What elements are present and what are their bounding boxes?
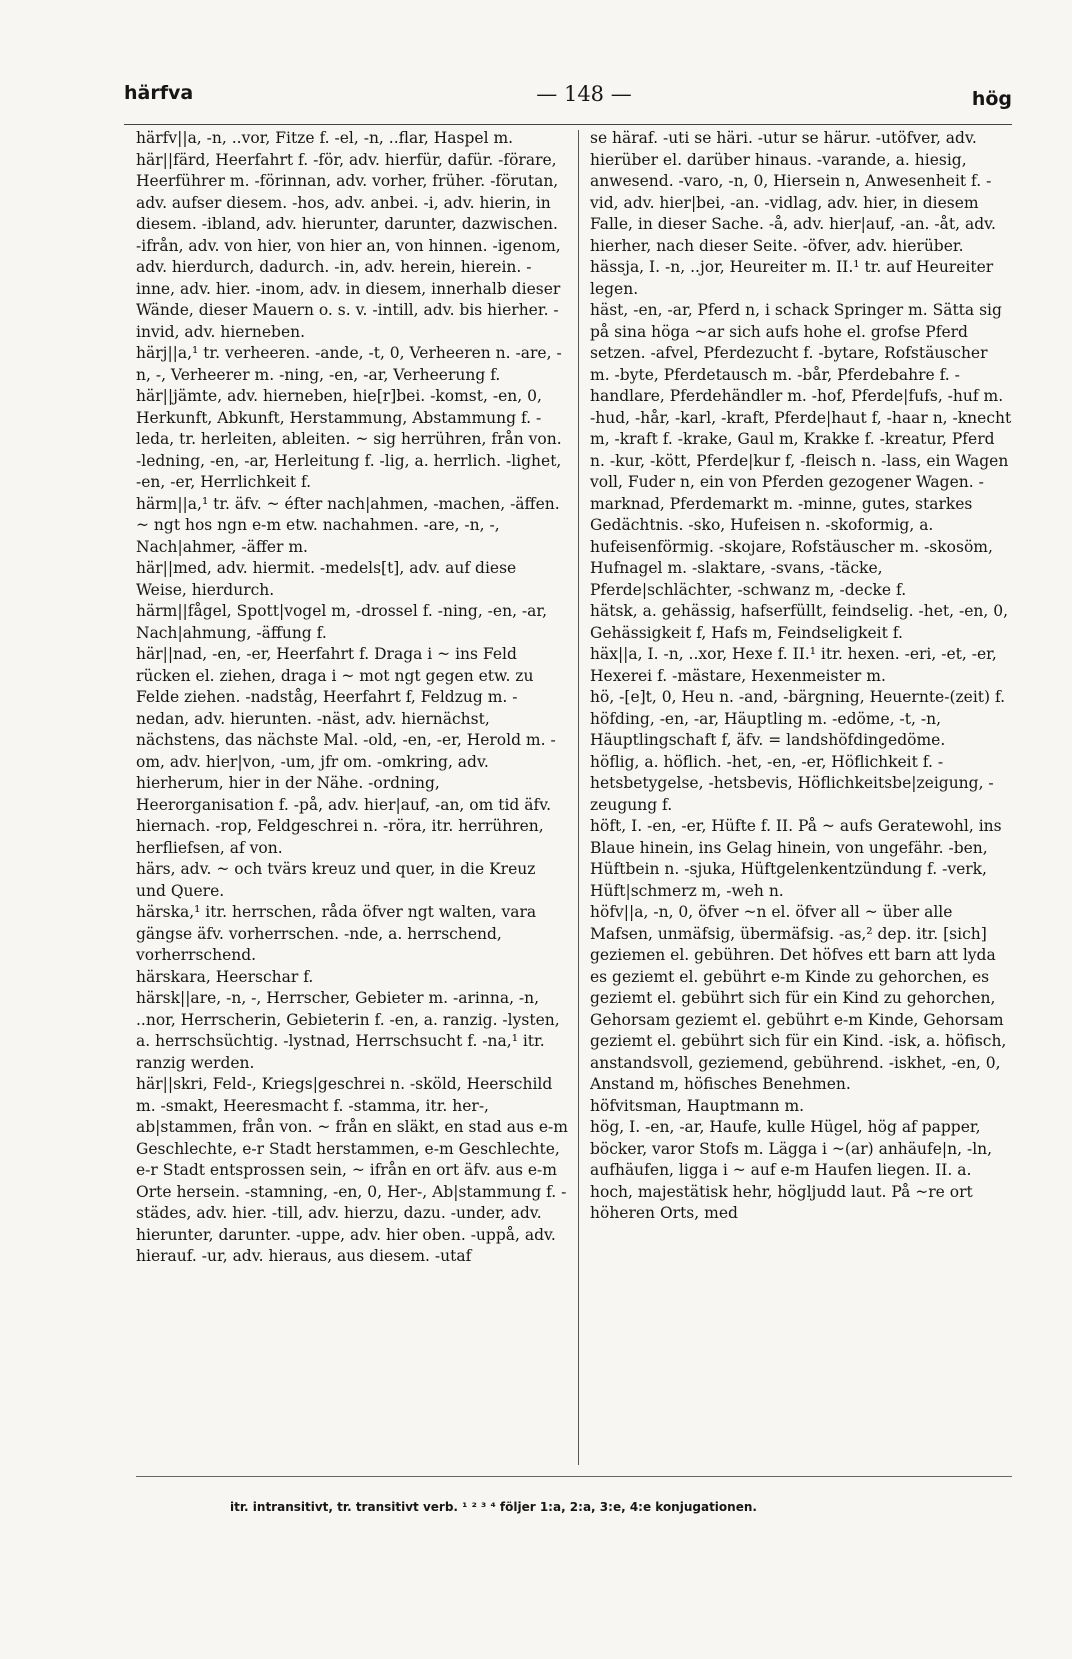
column-divider — [578, 130, 579, 1465]
entry-hoflig: höflig, a. höflich. -het, -en, -er, Höflichkeit f. -hetsbetygelse, -hetsbevis, Höflichkeitsbe|zeigung, -zeugung f. — [590, 752, 994, 814]
right-column — [590, 128, 1012, 1466]
entry-continuation: se häraf. -uti se häri. -utur se härur. -utöfver, adv. hierüber el. darüber hinaus. -varande, a. hiesig, anwesend. -varo, -n, 0, Hiersein n, Anwesenheit f. -vid, adv. hier|bei, -an. -vidlag, adv. hier, in diesem Falle, in dieser Sache. -å, adv. hier|auf, -an. -åt, adv. hierher, nach dieser Seite. -öfver, adv. hierüber. — [590, 129, 996, 255]
header-right-guideword: hög — [971, 88, 1012, 110]
entry-hofding: höfding, -en, -ar, Häuptling m. -edöme, -t, -n, Häuptlingschaft f, äfv. = landshöfdingedöme. — [590, 709, 946, 749]
entry-ho: hö, -[e]t, 0, Heu n. -and, -bärgning, Heuernte-(zeit) f. — [590, 688, 1006, 706]
entry-haxa: häx||a, I. -n, ..xor, Hexe f. II.¹ itr. hexen. -eri, -et, -er, Hexerei f. -mästare, Hexenmeister m. — [590, 645, 997, 685]
footer-rule — [136, 1476, 1012, 1477]
page-number: — 148 — — [536, 82, 632, 106]
entry-hofvitsman: höfvitsman, Hauptmann m. — [590, 1096, 805, 1115]
entry-harja: härj||a,¹ tr. verheeren. -ande, -t, 0, Verheeren n. -are, -n, -, Verheerer m. -ning, -en, -ar, Verheerung f. — [136, 344, 562, 384]
entry-harsk-are: härsk||are, -n, -, Herrscher, Gebieter m. -arinna, -n, ..nor, Herrscherin, Gebieterin f. -en, a. ranzig. -lysten, a. herrschsüchtig. -lystnad, Herrschsucht f. -na,¹ itr. ranzig werden. — [136, 989, 560, 1072]
entry-harska: härska,¹ itr. herrschen, råda öfver ngt walten, vara gängse äfv. vorherrschen. -nde, a. herrschend, vorherrschend. — [136, 903, 537, 964]
entry-hast: häst, -en, -ar, Pferd n, i schack Springer m. Sätta sig på sina höga ~ar sich aufs hohe el. grofse Pferd setzen. -afvel, Pferdezucht f. -bytare, Rofstäuscher m. -byte, Pferdetausch m. -bår, Pferdebahre f. -handlare, Pferdehändler m. -hof, Pferde|fufs, -huf m. -hud, -hår, -karl, -kraft, Pferde|haut f, -haar n, -knecht m, -kraft f. -krake, Gaul m, Krakke f. -kreatur, Pferd n. -kur, -kött, Pferde|kur f, -fleisch n. -lass, ein Wagen voll, Fuder n, ein von Pferden gezogener Wagen. -marknad, Pferdemarkt m. -minne, gutes, starkes Gedächtnis. -sko, Hufeisen n. -skoformig, a. hufeisenförmig. -skojare, Rofstäuscher m. -skosöm, Hufnagel m. -slaktare, -svans, -täcke, Pferde|schlächter, -schwanz m, -decke f. — [590, 301, 1012, 599]
entry-hars: härs, adv. ~ och tvärs kreuz und quer, in die Kreuz und Quere. — [136, 860, 536, 900]
entry-hofva: höfv||a, -n, 0, öfver ~n el. öfver all ~ über alle Mafsen, unmäfsig, übermäfsig. -as,² dep. itr. [sich] geziemen el. gebühren. Det höfves ett barn att lyda es geziemt el. gebührt e-m Kinde zu gehorchen, es geziemt el. gebührt sich für ein Kind zu gehorchen, Gehorsam geziemt el. gebührt e-m Kinde, Gehorsam geziemt el. gebührt sich für ein Kind. -isk, a. höfisch, anstandsvoll, geziemend, gebührend. -iskhet, -en, 0, Anstand m, höfisches Benehmen. — [590, 903, 1007, 1093]
entry-har-jamte: här||jämte, adv. hierneben, hie[r]bei. -komst, -en, 0, Herkunft, Abkunft, Herstammung, Abstammung f. -leda, tr. herleiten, ableiten. ~ sig herrühren, från von. -ledning, -en, -ar, Herleitung f. -lig, a. herrlich. -lighet, -en, -er, Herrlichkeit f. — [136, 387, 562, 491]
entry-harfva: härfv||a, -n, ..vor, Fitze f. -el, -n, ..flar, Haspel m. — [136, 129, 514, 147]
entry-harma: härm||a,¹ tr. äfv. ~ éfter nach|ahmen, -machen, -äffen. ~ ngt hos ngn e-m etw. nachahmen. -are, -n, -, Nach|ahmer, -äffer m. — [136, 494, 560, 556]
entry-har-med: här||med, adv. hiermit. -medels[t], adv. auf diese Weise, hierdurch. — [136, 559, 517, 599]
entry-hatsk: hätsk, a. gehässig, hafserfüllt, feindselig. -het, -en, 0, Gehässigkeit f, Hafs m, Feindseligkeit f. — [590, 602, 1009, 642]
entry-harskara: härskara, Heerschar f. — [136, 967, 314, 986]
entry-har-nad: här||nad, -en, -er, Heerfahrt f. Draga i ~ ins Feld rücken el. ziehen, draga i ~ mot ngt gegen etw. zu Felde ziehen. -nadståg, Heerfahrt f, Feldzug m. -nedan, adv. hierunten. -näst, adv. hiernächst, nächstens, das nächste Mal. -old, -en, -er, Herold m. -om, adv. hier|von, -um, jfr om. -omkring, adv. hierherum, hier in der Nähe. -ordning, Heerorganisation f. -på, adv. hier|auf, -an, om tid äfv. hiernach. -rop, Feldgeschrei n. -röra, itr. herrühren, herfliefsen, af von. — [136, 645, 556, 857]
entry-hog: hög, I. -en, -ar, Haufe, kulle Hügel, hög af papper, böcker, varor Stofs m. Lägga i ~(ar) anhäufe|n, -ln, aufhäufen, ligga i ~ auf e-m Haufen liegen. II. a. hoch, majestätisk hehr, högljudd laut. På ~re ort höheren Orts, med — [590, 1118, 993, 1222]
header-left-guideword: härfva — [124, 82, 194, 104]
left-column — [136, 128, 568, 1466]
entry-hoft: höft, I. -en, -er, Hüfte f. II. På ~ aufs Geratewohl, ins Blaue hinein, ins Gelag hinein, von ungefähr. -ben, Hüftbein n. -sjuka, Hüftgelenkentzündung f. -verk, Hüft|schmerz m, -weh n. — [590, 817, 1002, 900]
entry-har-skri: här||skri, Feld-, Kriegs|geschrei n. -sköld, Heerschild m. -smakt, Heeresmacht f. -stamma, itr. her-, ab|stammen, från von. ~ från en släkt, en stad aus e-m Geschlechte, e-r Stadt herstammen, e-m Geschlechte, e-r Stadt entsprossen sein, ~ ifrån en ort äfv. aus e-m Orte hersein. -stamning, -en, 0, Her-, Ab|stammung f. -städes, adv. hier. -till, adv. hierzu, dazu. -under, adv. hierunter, darunter. -uppe, adv. hier oben. -uppå, adv. hierauf. -ur, adv. hieraus, aus diesem. -utaf — [136, 1075, 568, 1265]
footer-abbreviations: itr. intransitivt, tr. transitivt verb. ¹ ² ³ ⁴ följer 1:a, 2:a, 3:e, 4:e konjugationen. — [230, 1500, 757, 1514]
header-rule — [124, 124, 1012, 125]
entry-hassja: hässja, I. -n, ..jor, Heureiter m. II.¹ tr. auf Heureiter legen. — [590, 258, 994, 298]
entry-har-fard: här||färd, Heerfahrt f. -för, adv. hierfür, dafür. -förare, Heerführer m. -förinnan, adv. vorher, früher. -förutan, adv. aufser diesem. -hos, adv. anbei. -i, adv. hierin, in diesem. -ibland, adv. hierunter, darunter, dazwischen. -ifrån, adv. von hier, von hier an, von hinnen. -igenom, adv. hierdurch, dadurch. -in, adv. herein, hierein. -inne, adv. hier. -inom, adv. in diesem, innerhalb dieser Wände, dieser Mauern o. s. v. -intill, adv. bis hierher. -invid, adv. hierneben. — [136, 150, 561, 341]
page-header — [124, 78, 1012, 122]
entry-harm-fagel: härm||fågel, Spott|vogel m, -drossel f. -ning, -en, -ar, Nach|ahmung, -äffung f. — [136, 602, 548, 642]
